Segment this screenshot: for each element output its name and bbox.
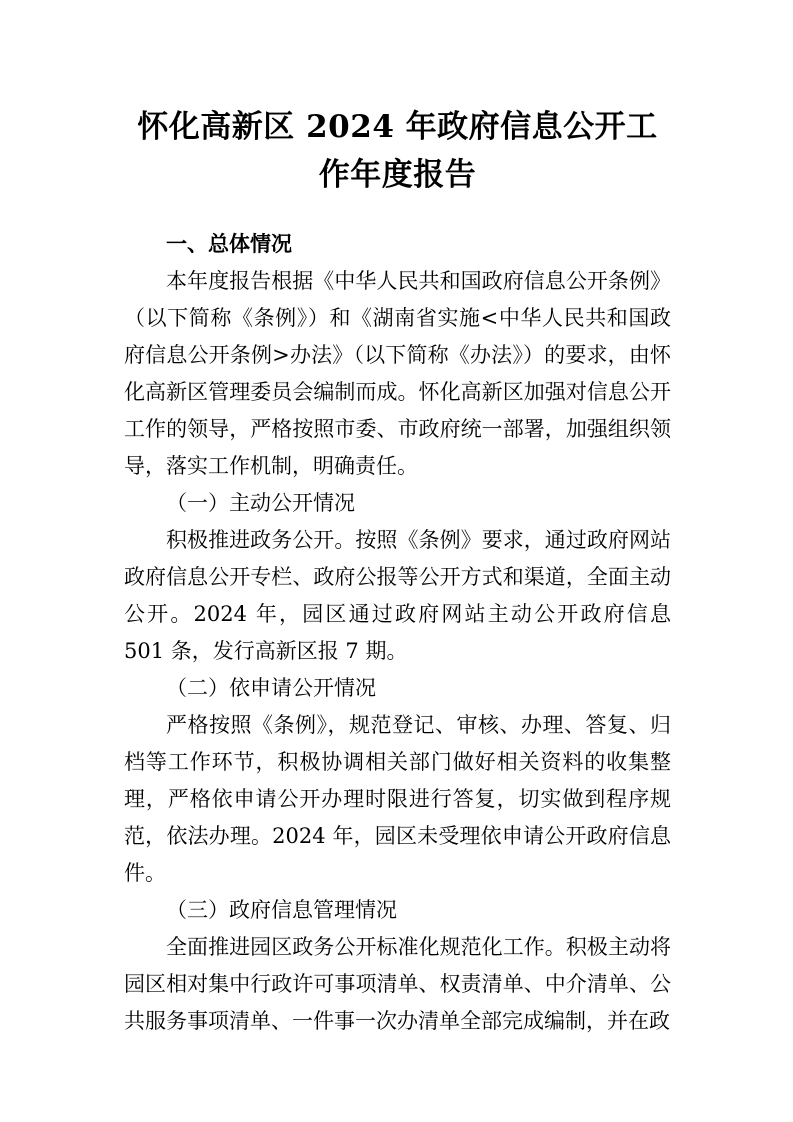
paragraph: 积极推进政务公开。按照《条例》要求，通过政府网站政府信息公开专栏、政府公报等公开方式和渠道，全面主动公开。2024 年，园区通过政府网站主动公开政府信息 501 条，发行高新区报 7 期。 [124,528,671,663]
section-heading: （一）主动公开情况 [166,491,355,515]
document-body [124,226,671,1040]
section-heading: （三）政府信息管理情况 [166,898,397,922]
section-heading: （二）依申请公开情况 [166,676,376,700]
section-heading: 一、总体情况 [166,232,292,256]
paragraph: 严格按照《条例》，规范登记、审核、办理、答复、归档等工作环节，积极协调相关部门做好相关资料的收集整理，严格依申请公开办理时限进行答复，切实做到程序规范，依法办理。2024 年，园区未受理依申请公开政府信息件。 [124,713,671,885]
paragraph: 本年度报告根据《中华人民共和国政府信息公开条例》（以下简称《条例》）和《湖南省实施<中华人民共和国政府信息公开条例>办法》（以下简称《办法》）的要求，由怀化高新区管理委员会编制而成。怀化高新区加强对信息公开工作的领导，严格按照市委、市政府统一部署，加强组织领导，落实工作机制，明确责任。 [124,269,671,478]
document-title: 怀化高新区 2024 年政府信息公开工作年度报告 [137,109,658,193]
paragraph: 全面推进园区政务公开标准化规范化工作。积极主动将园区相对集中行政许可事项清单、权责清单、中介清单、公共服务事项清单、一件事一次办清单全部完成编制，并在政 [124,935,671,1033]
